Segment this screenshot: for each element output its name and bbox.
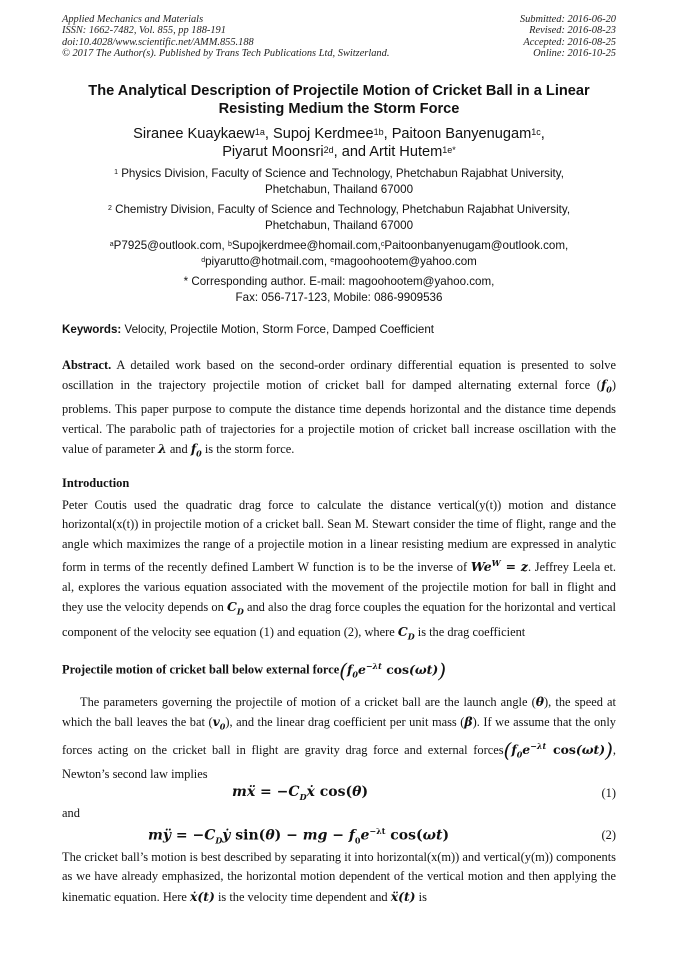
math-xddot: ẍ(t): [390, 888, 416, 904]
email-marker: d: [201, 257, 206, 264]
author-name: Paitoon Banyenugam: [391, 126, 532, 142]
author-list: [40, 125, 638, 161]
header-left: [62, 14, 389, 60]
author-affil: 2d: [323, 145, 334, 155]
affil-text: Chemistry Division, Faculty of Science and Technology, Phetchabun Rajabhat University,: [115, 203, 571, 216]
affiliation-1: [40, 166, 638, 198]
email-link[interactable]: Paitoonbanyenugam@outlook.com,: [384, 239, 569, 252]
section-text-part: The parameters governing the projectile of motion of a cricket ball are the launch angle (: [80, 695, 536, 709]
math-cd: $C_D$: [397, 624, 415, 642]
abstract-text: and: [169, 442, 188, 457]
journal-name: Applied Mechanics and Materials: [62, 14, 204, 25]
section-text-part: ), the speed at which the ball leaves the bat (: [62, 695, 617, 730]
authors-line-1: Siranee Kuaykaew$^{1a}$, Supoj Kerdmee$^{1b}$, Paitoon Banyenugam$^{1c}$,: [133, 126, 545, 142]
affil-number: 2: [107, 205, 112, 212]
doi: doi:10.4028/www.scientific.net/AMM.855.188: [62, 36, 254, 48]
abstract-label: Abstract.: [62, 358, 112, 372]
abstract-text: ) problems. This paper purpose to compute the distance time depends horizontal and the distance time depends vertical. The parabolic path of trajectories for a projectile motion of cricket ball increase oscillation with the value of parameter: [62, 378, 616, 457]
introduction-text: [62, 496, 616, 647]
affil-number: 1: [114, 169, 118, 176]
math-v0: $v_0$: [212, 714, 226, 732]
copyright: © 2017 The Author(s). Published by Trans Tech Publications Ltd, Switzerland.: [62, 48, 390, 60]
affiliation-2: [40, 202, 638, 234]
online-date: Online: 2016-10-25: [533, 48, 616, 60]
affil-text: Physics Division, Faculty of Science and Technology, Phetchabun Rajabhat University,: [121, 167, 564, 180]
author-affil: 1a: [254, 127, 265, 137]
math-f0: $f_0$: [190, 441, 202, 459]
section-text-part: is the velocity time dependent and: [217, 889, 388, 904]
keywords-text: Velocity, Projectile Motion, Storm Force, Damped Coefficient: [124, 323, 435, 336]
math-external-force: ($f_0e^{-\lambda t}$ cos(ωt)): [503, 738, 613, 763]
math-theta: θ: [535, 694, 545, 709]
paper-title: [40, 82, 638, 118]
header-right: [520, 14, 616, 60]
author-name: Supoj Kerdmee: [272, 126, 374, 142]
author-emails: [40, 238, 638, 270]
affil-text: Phetchabun, Thailand 67000: [264, 219, 414, 232]
math-lambda: λ: [158, 441, 167, 457]
author-name: and Artit Hutem: [341, 144, 443, 160]
email-marker: b: [227, 241, 232, 248]
issn: ISSN: 1662-7482, Vol. 855, pp 188-191: [62, 25, 226, 37]
corresponding-contact: Fax: 056-717-123, Mobile: 086-9909536: [235, 291, 443, 304]
revised-date: Revised: 2016-08-23: [529, 25, 616, 37]
section-text-part: The cricket ball’s motion is best described by separating it into horizontal(x(m)) and vertical(y(m)) components as we have already emphasized, the horizontal motion dependent of the vertical motion and then applying the kinematic equation. Here: [62, 850, 616, 904]
and-text: and: [62, 806, 80, 820]
intro-text: and also the drag force couples the equation for the horizontal and vertical component of the velocity see equation (1) and equation (2), where: [62, 600, 616, 640]
email-link[interactable]: P7925@outlook.com,: [113, 239, 225, 252]
section-text-part: ), and the linear drag coefficient per unit mass (: [225, 715, 465, 730]
math-lambert: $We^W = z$: [470, 558, 528, 575]
author-name: Siranee Kuaykaew: [133, 126, 255, 142]
title-line-1: The Analytical Description of Projectile Motion of Cricket Ball in a Linear: [88, 83, 590, 99]
email-marker: a: [109, 241, 114, 248]
email-link[interactable]: magoohootem@yahoo.com: [334, 255, 477, 268]
email-marker: c: [380, 241, 385, 248]
section-heading-text: Projectile motion of cricket ball below external force: [62, 662, 340, 677]
author-name: Piyarut Moonsri: [222, 144, 324, 160]
corresponding-email: * Corresponding author. E-mail: magoohootem@yahoo.com,: [183, 275, 495, 288]
author-affil: 1b: [373, 127, 384, 137]
email-link[interactable]: Supojkerdmee@homail.com,: [231, 239, 381, 252]
affil-text: Phetchabun, Thailand 67000: [264, 183, 414, 196]
equation-1: mẍ = $-C_Dẋ$ cos(θ): [232, 784, 369, 802]
math-f0: $f_0$: [600, 377, 612, 395]
math-beta: β: [464, 714, 473, 730]
abstract-text: A detailed work based on the second-order ordinary differential equation is presented to solve oscillation in the trajectory projectile motion of cricket ball for damped alternating external force (: [62, 358, 616, 393]
introduction-heading: Introduction: [62, 476, 130, 490]
section-heading: [62, 658, 446, 682]
author-affil: 1e*: [442, 145, 456, 155]
math-xdot: ẋ(t): [190, 888, 215, 904]
intro-text: is the drag coefficient: [417, 625, 526, 640]
equation-1-number: (1): [601, 786, 616, 800]
keywords-label: Keywords:: [62, 323, 122, 336]
math-cd: $C_D$: [226, 599, 244, 617]
authors-line-2: Piyarut Moonsri$^{2d}$, and Artit Hutem$^{1e*}$: [222, 144, 456, 160]
abstract: [62, 356, 616, 464]
title-line-2: Resisting Medium the Storm Force: [218, 101, 460, 117]
equation-2-number: (2): [601, 828, 616, 842]
email-marker: e: [330, 257, 335, 264]
email-link[interactable]: piyarutto@hotmail.com,: [205, 255, 328, 268]
section-text-part: , Newton’s second law implies: [62, 743, 616, 782]
author-affil: 1c: [531, 127, 541, 137]
accepted-date: Accepted: 2016-08-25: [523, 36, 616, 48]
math-external-force: ($f_0e^{-\lambda t}$ cos(ωt)): [339, 658, 447, 682]
section-text-part: ). If we assume that the only forces acting on the cricket ball in flight are gravity drag force and external forces: [62, 715, 616, 758]
section-text-end: [62, 848, 616, 907]
submitted-date: Submitted: 2016-06-20: [519, 14, 616, 25]
equation-2: mÿ = $-C_Dẏ$ sin(θ) − mg − $f_0e^{-\lambda t}$ cos(ωt): [148, 826, 450, 846]
intro-text: Peter Coutis used the quadratic drag force to calculate the distance vertical(y(t)) motion and distance horizontal(x(t)) in projectile motion of a cricket ball. Sean M. Stewart consider the time of flight, range and the angle which maximizes the range of a projectile motion in a linear resisting medium are expressed in analytic form in terms of the recently defined Lambert W function is to be the inverse of: [62, 498, 616, 575]
section-text-part: is: [418, 889, 427, 904]
abstract-text: is the storm force.: [204, 442, 295, 457]
intro-text: . Jeffrey Leela et. al, explores the various equation associated with the movement of the projectile motion for ball in flight and they use the velocity depends on: [62, 560, 616, 615]
section-text: [62, 692, 616, 785]
corresponding-author: [40, 274, 638, 306]
keywords: [62, 323, 434, 336]
